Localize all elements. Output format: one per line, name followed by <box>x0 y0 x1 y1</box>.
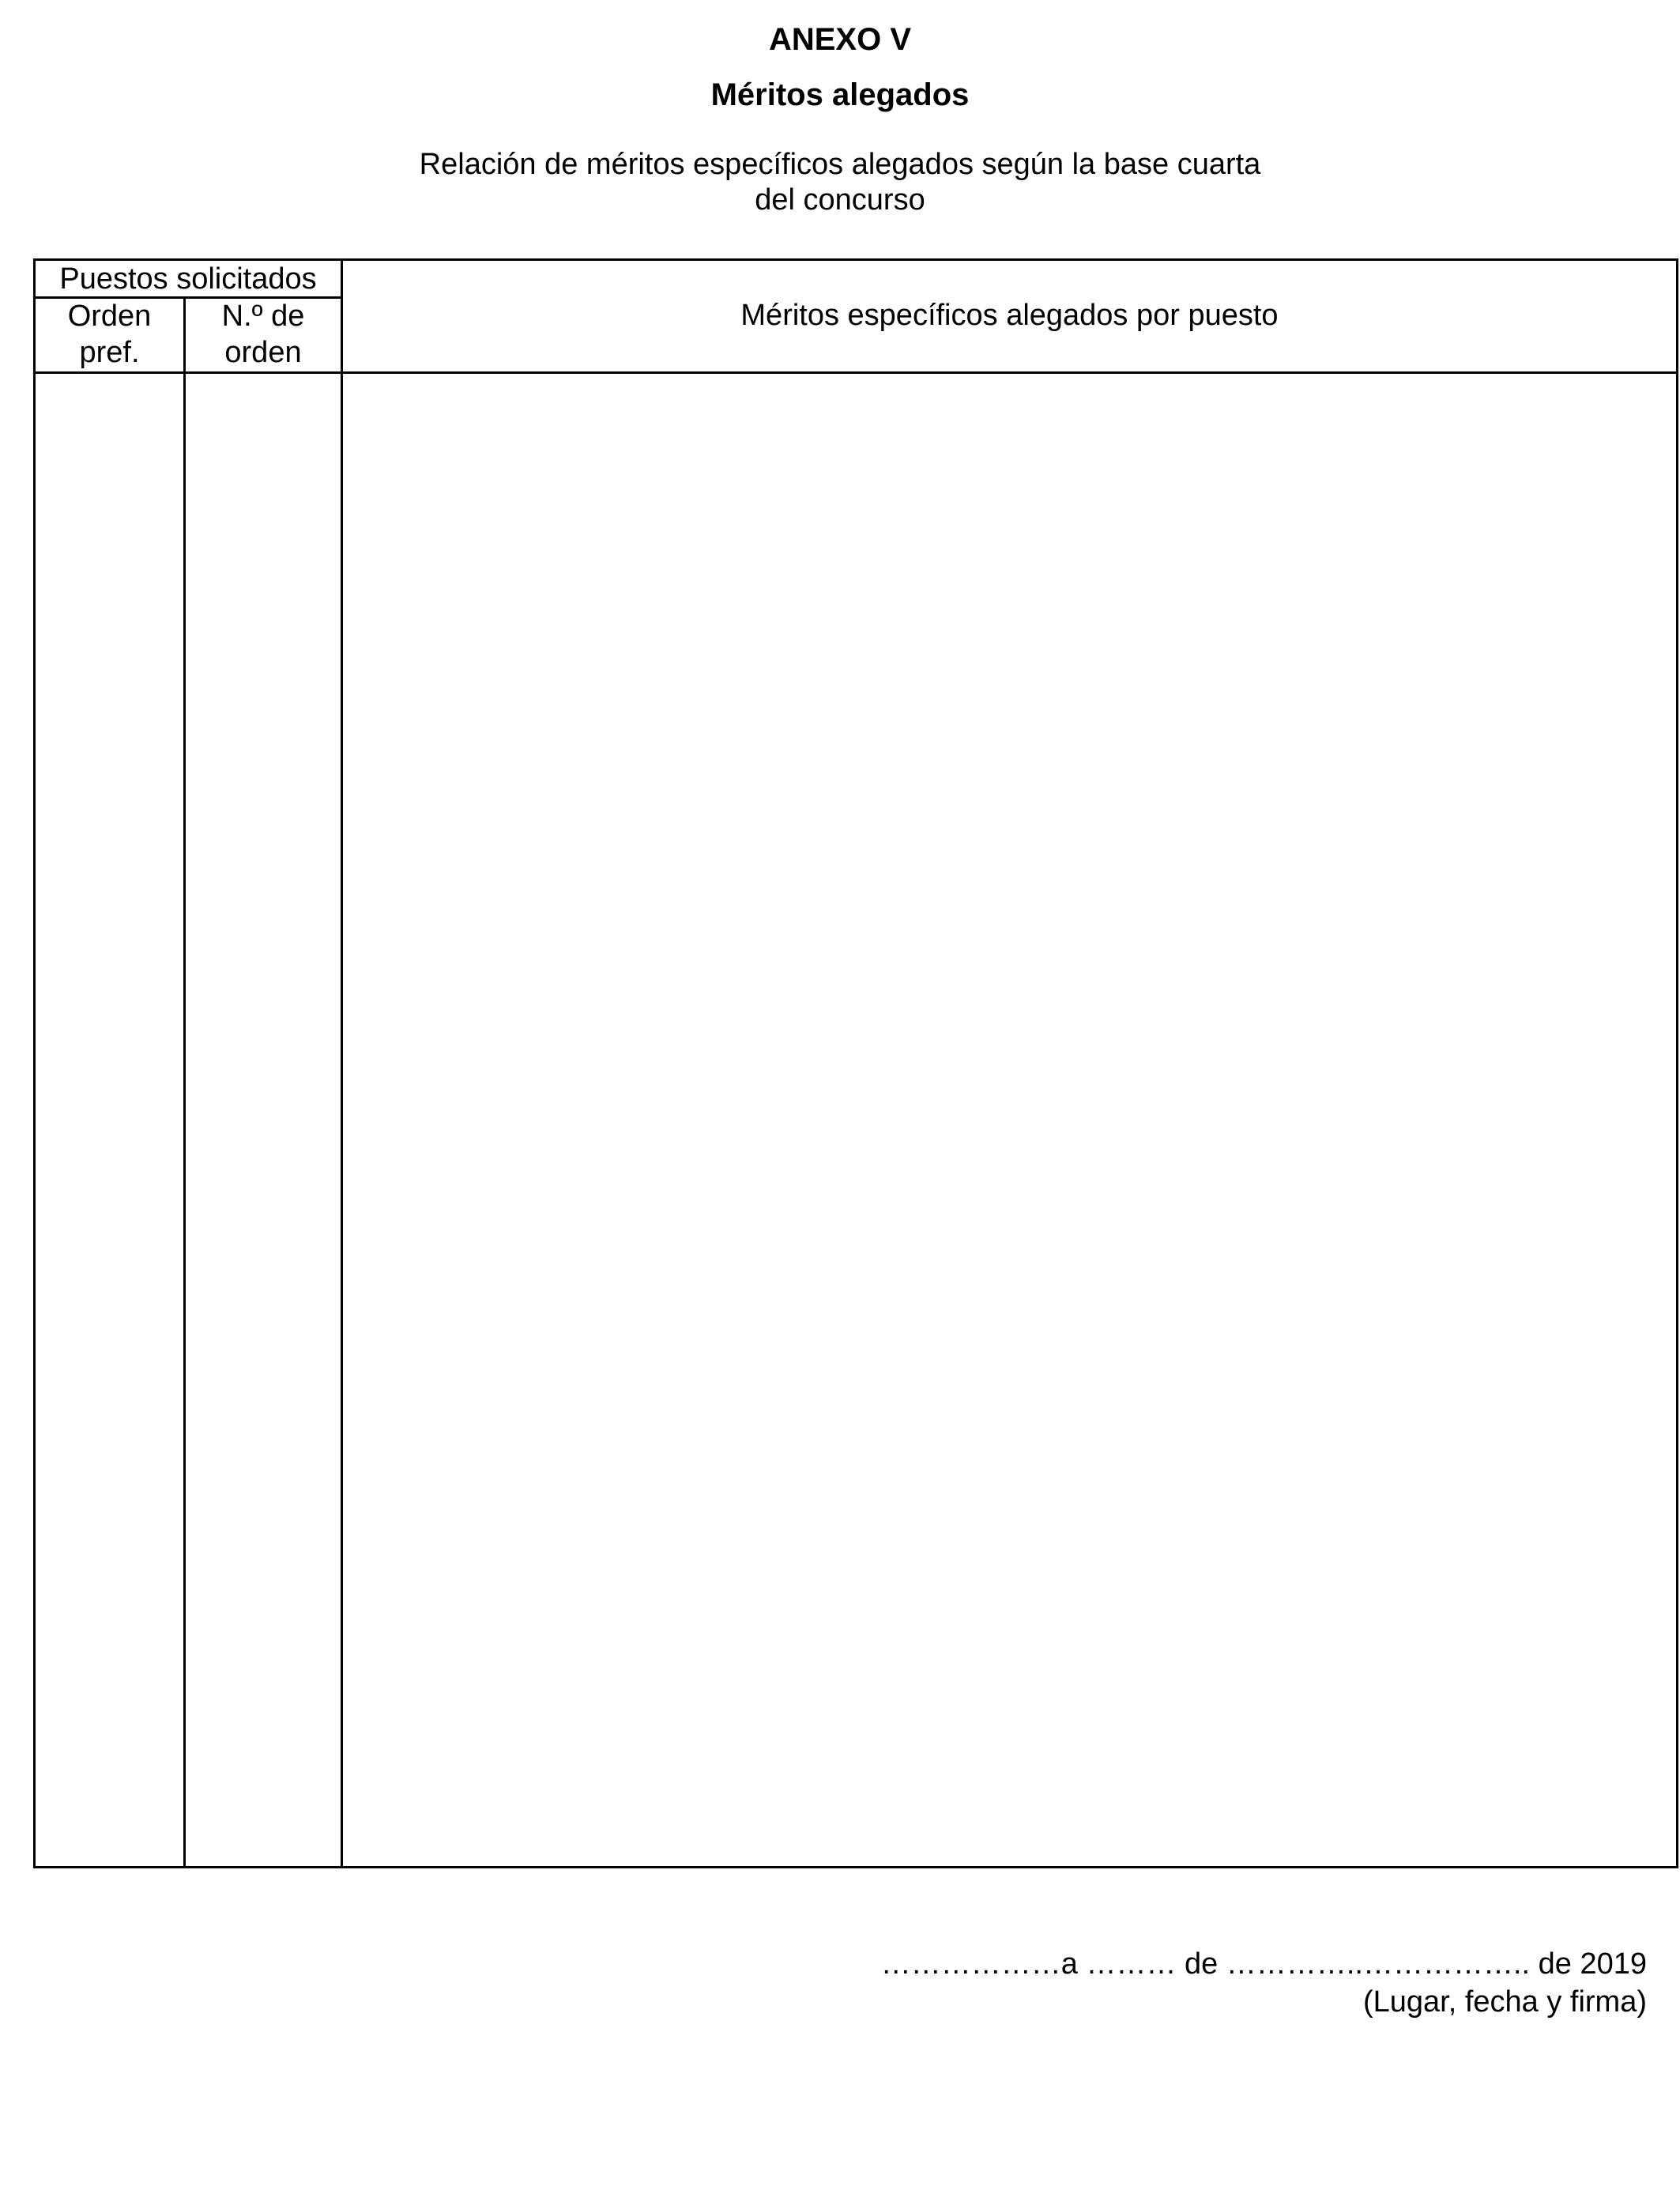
header-orden-pref-line-2: pref. <box>79 336 140 369</box>
header-bottom-rule <box>33 371 1678 374</box>
header-puestos-solicitados: Puestos solicitados <box>59 262 317 296</box>
header-orden-pref-line-1: Orden <box>67 300 152 333</box>
header-orden-pref <box>36 298 183 371</box>
signature-date-line: ………………a ……… de …………..…………….. de 2019 <box>880 1947 1647 1981</box>
header-numero-orden <box>186 298 341 371</box>
document-subtitle: Méritos alegados <box>710 77 970 112</box>
document-description <box>0 147 1680 218</box>
annex-title: ANEXO V <box>768 22 912 57</box>
header-numero-orden-line-2: orden <box>224 336 302 369</box>
header-meritos-especificos: Méritos específicos alegados por puesto <box>740 299 1279 332</box>
cell-meritos[interactable] <box>343 375 1676 1866</box>
description-line-2: del concurso <box>755 183 925 217</box>
header-numero-orden-line-1: N.º de <box>221 300 305 333</box>
description-line-1: Relación de méritos específicos alegados según la base cuarta <box>419 148 1261 181</box>
cell-orden-pref[interactable] <box>36 375 183 1866</box>
cell-numero-orden[interactable] <box>186 375 341 1866</box>
signature-caption: (Lugar, fecha y firma) <box>1362 1985 1647 2019</box>
